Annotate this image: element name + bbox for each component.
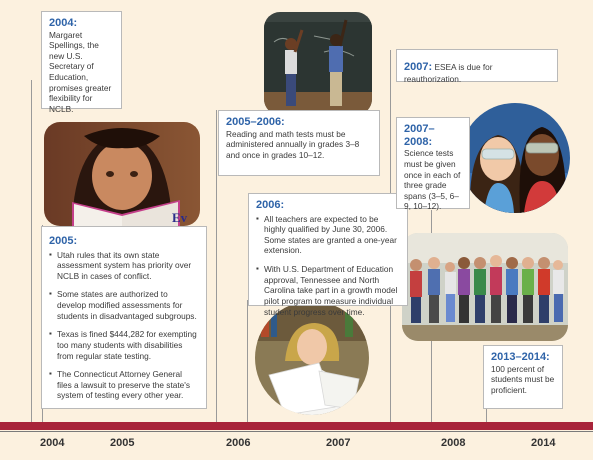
timeline-rule (0, 431, 593, 432)
card-2005-2006-year: 2005–2006: (226, 116, 285, 128)
tick-2005: 2005 (110, 437, 135, 449)
card-2007-2008-text: Science tests must be given once in each of three grade spans (3–5, 6–9, 10–12). (404, 148, 461, 212)
list-item: ▪ Utah rules that its own state assessment system has priority over NCLB in cases of conflict. (49, 250, 199, 282)
book-cover-text: Ev (172, 210, 188, 225)
card-2004-text: Margaret Spellings, the new U.S. Secretary of Education, promises greater flexibility for NCLB. (49, 29, 112, 114)
card-2005 (41, 226, 207, 409)
card-2005-2006 (218, 110, 380, 176)
card-2013-2014 (483, 345, 563, 409)
list-item: ▪ With U.S. Department of Education approval, Tennessee and North Carolina take part in a growth model pilot program to measure individual student progress over time. (256, 264, 400, 317)
card-2004 (41, 11, 122, 114)
connector-2006b (247, 300, 248, 422)
card-2007-2008-year: 2007–2008: (404, 123, 435, 148)
card-2005-year: 2005: (49, 235, 78, 247)
list-item: ▪ Some states are authorized to develop modified assessments for students in disadvantaged subgroups. (49, 289, 199, 321)
card-2005-2006-text: Reading and math tests must be administered annually in grades 3–8 and once in grades 10–12. (226, 128, 360, 160)
tick-2008: 2008 (441, 437, 466, 449)
card-2013-2014-year: 2013–2014: (491, 351, 550, 363)
card-2007-text: ESEA is due for reauthorization. (404, 62, 493, 85)
science-girls-photo (460, 103, 570, 213)
tick-2004: 2004 (40, 437, 65, 449)
list-item: ▪ The Connecticut Attorney General files a lawsuit to preserve the state's system of testing every other year. (49, 369, 199, 401)
tick-2014: 2014 (531, 437, 556, 449)
chalkboard-photo (264, 12, 372, 115)
girl-reading-photo (44, 122, 200, 226)
card-2007-year: 2007: (404, 61, 433, 73)
teacher-photo (255, 301, 369, 415)
card-2007 (396, 49, 558, 85)
card-2005-list (49, 250, 199, 401)
card-2006-year: 2006: (256, 199, 285, 211)
class-group-photo (402, 233, 568, 341)
card-2007-2008 (396, 117, 470, 212)
card-2013-2014-text: 100 percent of students must be proficient. (491, 363, 555, 395)
list-item: ▪ Texas is fined $444,282 for exempting too many students with disabilities from regular state testing. (49, 329, 199, 361)
tick-2007: 2007 (326, 437, 351, 449)
timeline-bar (0, 422, 593, 430)
card-2004-year: 2004: (49, 17, 78, 29)
connector-2004 (31, 80, 32, 422)
card-2006 (248, 193, 408, 317)
card-2006-list (256, 214, 400, 317)
tick-2006: 2006 (226, 437, 251, 449)
connector-2006 (216, 110, 217, 422)
list-item: ▪ All teachers are expected to be highly qualified by June 30, 2006. Some states are granted a one-year extension. (256, 214, 400, 256)
